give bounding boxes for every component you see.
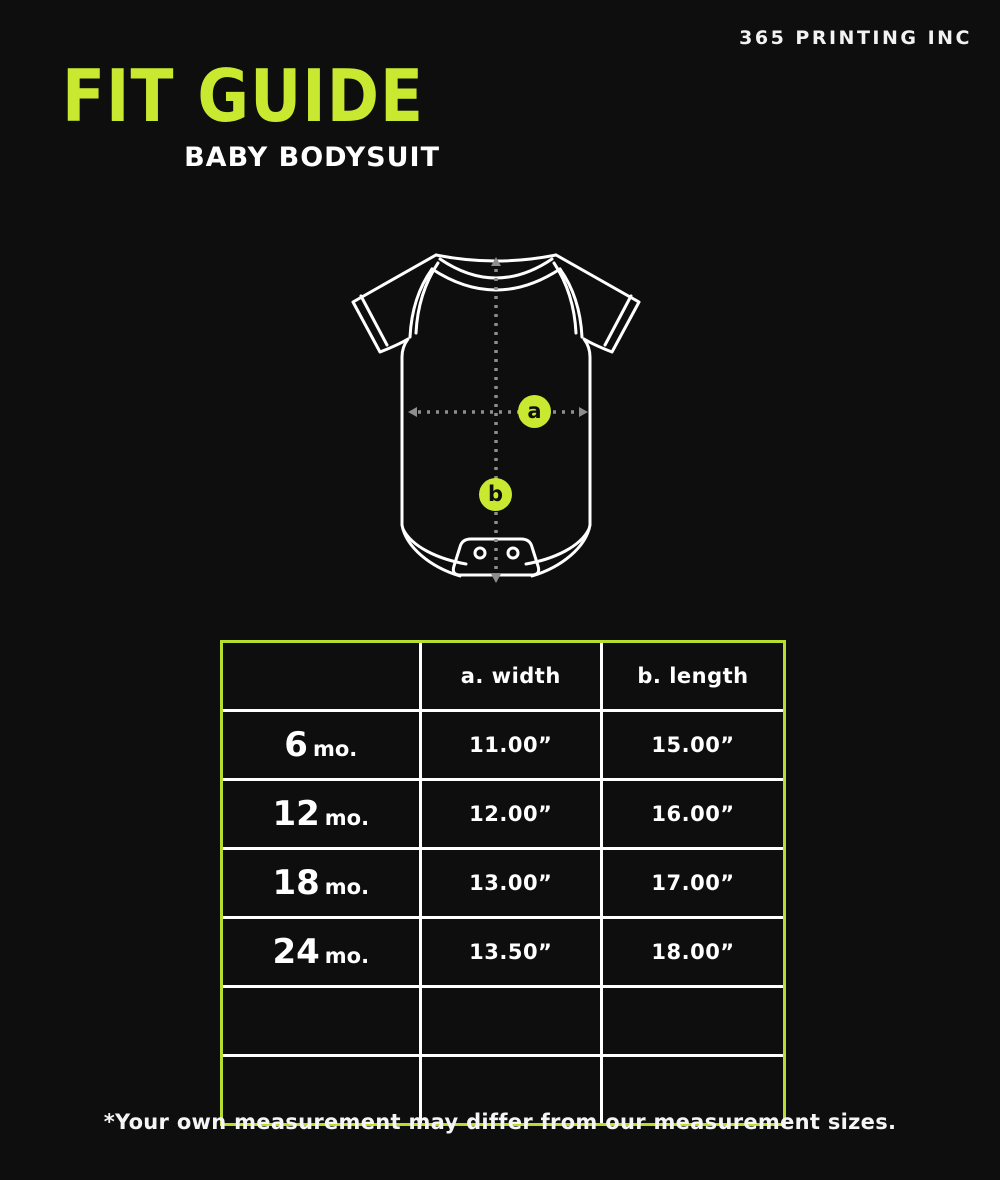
size-cell: [223, 987, 420, 1056]
width-cell: 13.50”: [420, 918, 602, 987]
size-cell: [223, 849, 420, 918]
measure-badge-a: a: [518, 395, 551, 428]
header-size: [223, 643, 420, 711]
snap-left-icon: [475, 548, 485, 558]
snap-right-icon: [508, 548, 518, 558]
length-cell: 15.00”: [602, 711, 784, 780]
width-cell: 13.00”: [420, 849, 602, 918]
length-cell: 18.00”: [602, 918, 784, 987]
table-row-empty: [223, 987, 783, 1056]
size-unit: mo.: [312, 737, 358, 761]
brand-name: 365 PRINTING INC: [739, 27, 972, 49]
table-header-row: [223, 643, 783, 711]
size-unit: mo.: [324, 806, 370, 830]
size-table: [220, 640, 786, 1126]
length-cell: 17.00”: [602, 849, 784, 918]
arrow-right-icon: [579, 407, 588, 417]
table-row: [223, 849, 783, 918]
size-number: 18: [272, 863, 320, 903]
size-unit: mo.: [324, 875, 370, 899]
header-width: a. width: [420, 643, 602, 711]
size-cell: [223, 918, 420, 987]
size-cell: [223, 780, 420, 849]
measure-badge-b: b: [479, 478, 512, 511]
size-number: 12: [272, 794, 320, 834]
table-row: [223, 780, 783, 849]
length-cell: 16.00”: [602, 780, 784, 849]
arrow-left-icon: [408, 407, 417, 417]
width-cell: 12.00”: [420, 780, 602, 849]
width-cell: [420, 987, 602, 1056]
size-number: 6: [284, 725, 308, 765]
table-row: [223, 711, 783, 780]
arrow-down-icon: [491, 574, 501, 583]
footnote: *Your own measurement may differ from our measurement sizes.: [103, 1110, 897, 1134]
width-cell: 11.00”: [420, 711, 602, 780]
length-cell: [602, 987, 784, 1056]
page-subtitle: BABY BODYSUIT: [184, 142, 440, 173]
bodysuit-outline-svg: [350, 245, 650, 585]
size-cell: [223, 711, 420, 780]
table-row: [223, 918, 783, 987]
bodysuit-diagram: [350, 245, 650, 585]
size-unit: mo.: [324, 944, 370, 968]
header-length: b. length: [602, 643, 784, 711]
size-number: 24: [272, 932, 320, 972]
measure-lines: [408, 257, 588, 583]
title-block: [62, 54, 440, 173]
page-title: FIT GUIDE: [62, 54, 425, 139]
